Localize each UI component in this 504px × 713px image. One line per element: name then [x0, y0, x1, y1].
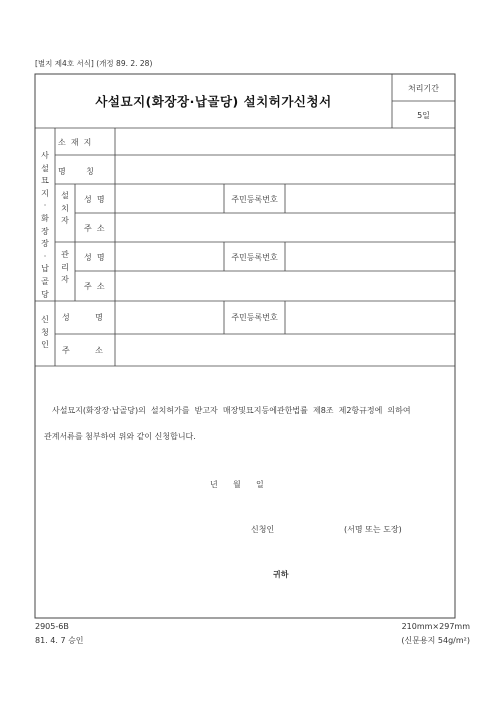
addressee-label: 귀하: [273, 570, 289, 579]
processing-period-value: 5일: [417, 111, 430, 120]
applicant-side-label: 신 청 인: [41, 315, 49, 350]
processing-period-label: 처리기간: [408, 84, 439, 93]
form-header-note: [별지 제4호 서식] (개정 89. 2. 28): [35, 59, 153, 68]
manager-address-label: 주 소: [84, 282, 105, 291]
application-statement-line2: 관계서류를 첨부하여 위와 같이 신청합니다.: [44, 432, 196, 441]
installer-address-label: 주 소: [84, 224, 105, 233]
paper-size: 210mm×297mm: [401, 622, 470, 631]
name-label: 명 칭: [58, 167, 94, 176]
form-title: 사설묘지(화장장·납골당) 설치허가신청서: [95, 94, 332, 109]
approval-date: 81. 4. 7 승인: [35, 636, 84, 645]
form-number: 2905-6B: [35, 622, 69, 631]
manager-label: 관 리 자: [61, 250, 69, 285]
facility-side-label: 사 설 묘 지 · 화 장 장 · 납 골 당: [41, 151, 49, 299]
installer-reg-label: 주민등록번호: [231, 195, 278, 204]
applicant-reg-label: 주민등록번호: [231, 313, 278, 322]
applicant-address-label: 주 소: [62, 346, 103, 355]
manager-reg-label: 주민등록번호: [231, 253, 278, 262]
application-statement-line1: 사설묘지(화장장·납골당)의 설치허가를 받고자 매장및묘지등에관한법률 제8조 제2항규정에 의하여: [52, 406, 411, 415]
installer-label: 설 치 자: [61, 191, 69, 226]
installer-name-label: 성 명: [84, 195, 105, 204]
signer-label: 신청인: [251, 525, 275, 534]
signature-note: (서명 또는 도장): [344, 525, 402, 534]
location-label: 소 재 지: [58, 138, 92, 147]
date-line: 년 월 일: [210, 480, 264, 489]
manager-name-label: 성 명: [84, 253, 105, 262]
applicant-name-label: 성 명: [62, 313, 103, 322]
paper-type: (신문용지 54g/m²): [401, 636, 470, 645]
